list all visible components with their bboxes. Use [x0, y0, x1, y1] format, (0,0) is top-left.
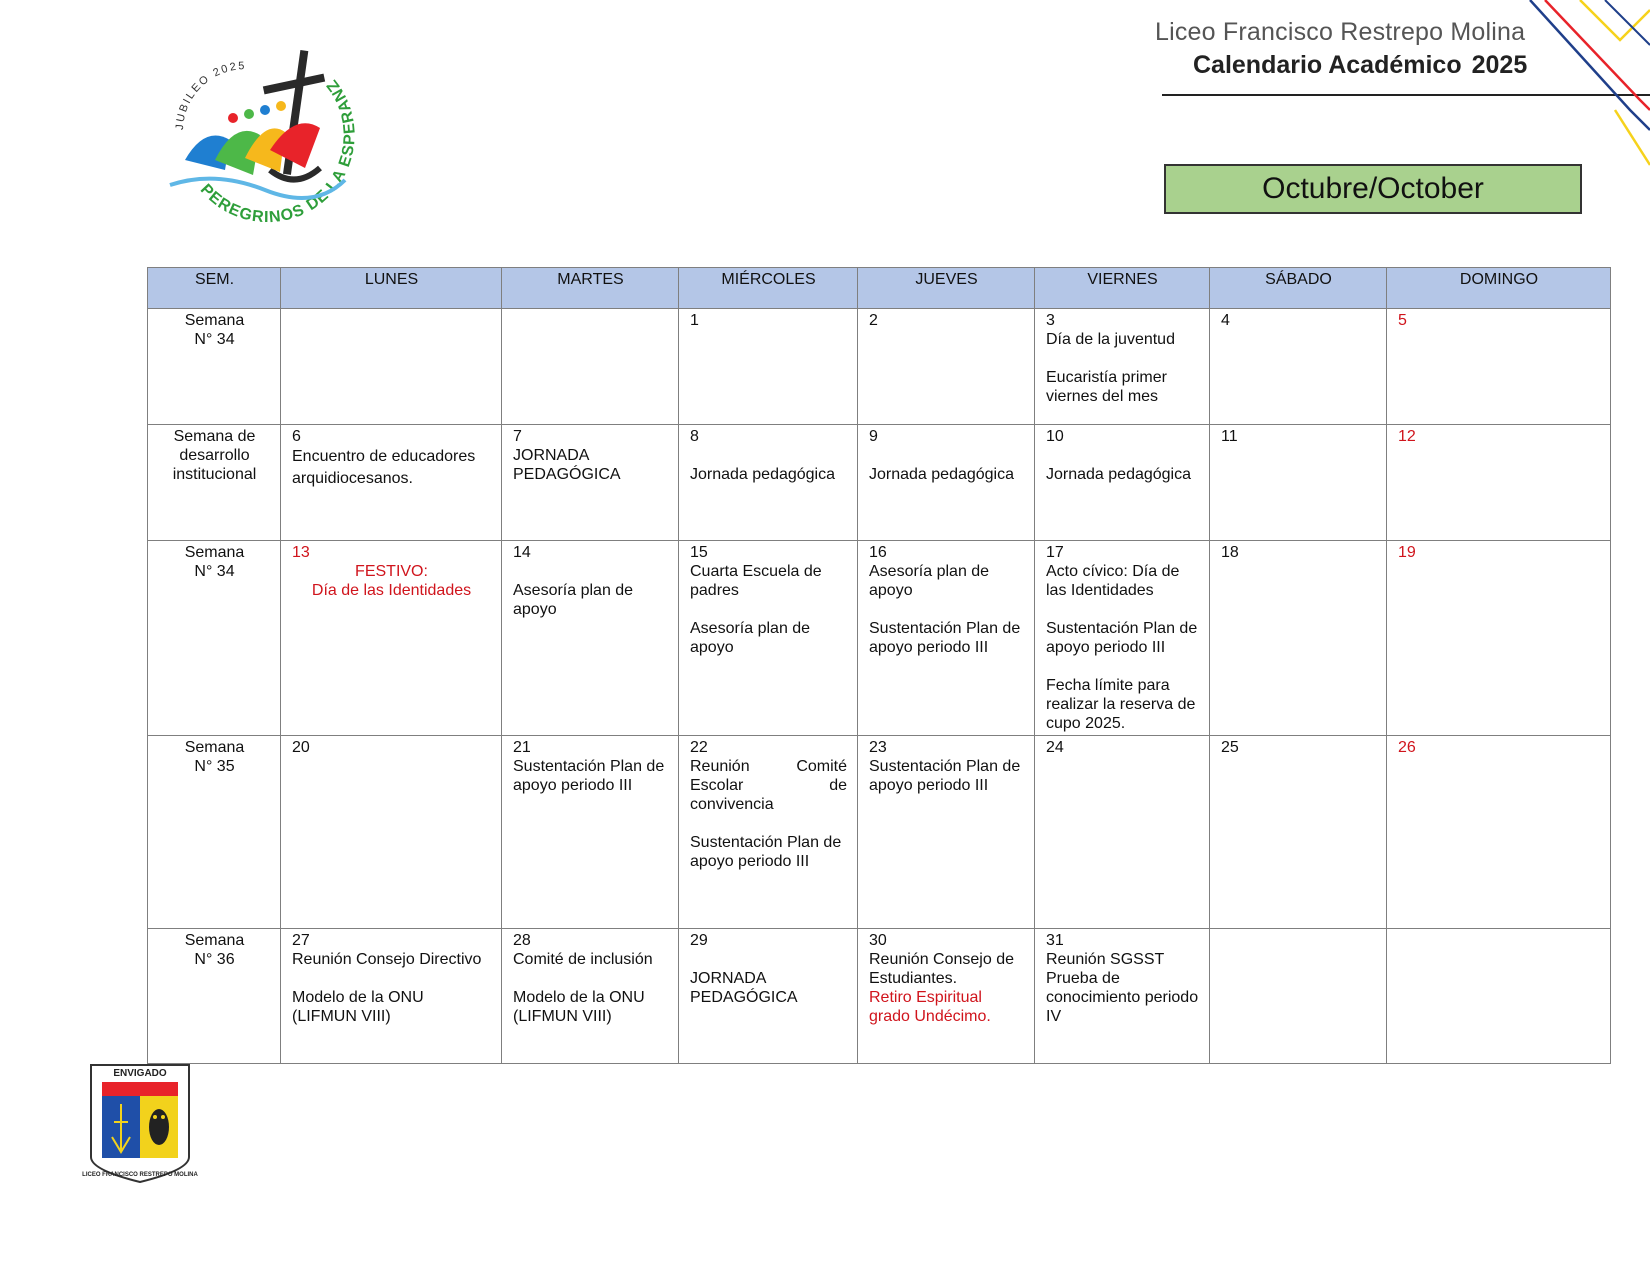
event-text: Jornada pedagógica	[1046, 466, 1192, 483]
week-label-line: Semana de	[173, 428, 256, 445]
day-cell	[1210, 309, 1387, 425]
day-number-holiday: 13	[292, 544, 310, 561]
day-number: 24	[1046, 739, 1064, 756]
column-header-lunes: LUNES	[281, 268, 502, 309]
jubileo-top-text: JUBILEO 2025	[173, 60, 247, 131]
day-number: 11	[1221, 428, 1238, 445]
calendar-year: 2025	[1471, 51, 1528, 79]
day-cell	[679, 541, 858, 736]
day-number: 6	[292, 428, 301, 445]
month-banner: Octubre/October	[1164, 164, 1582, 214]
day-number: 17	[1046, 544, 1064, 561]
day-cell	[502, 425, 679, 541]
event-text: Modelo de la ONU (LIFMUN VIII)	[292, 989, 424, 1025]
event-text: Reunión Comité Escolar de convivencia	[690, 758, 847, 813]
day-number: 16	[869, 544, 887, 561]
day-cell	[502, 929, 679, 1064]
day-number: 31	[1046, 932, 1064, 949]
day-cell	[679, 929, 858, 1064]
jubileo-bottom-text: PEREGRINOS DE LA ESPERANZ	[196, 75, 359, 227]
day-cell	[1387, 929, 1611, 1064]
day-cell	[679, 425, 858, 541]
event-text: JORNADA PEDAGÓGICA	[690, 970, 798, 1006]
week-label-line: N° 36	[194, 951, 235, 968]
day-number: 14	[513, 544, 531, 561]
day-number: 10	[1046, 428, 1064, 445]
table-row	[148, 736, 1611, 929]
column-header-jueves: JUEVES	[858, 268, 1035, 309]
event-text: Modelo de la ONU (LIFMUN VIII)	[513, 989, 645, 1025]
day-cell	[1210, 929, 1387, 1064]
week-label-line: N° 34	[194, 331, 235, 348]
liceo-top-text: ENVIGADO	[113, 1068, 167, 1079]
holiday-name: Día de las Identidades	[311, 582, 472, 599]
event-text: Sustentación Plan de apoyo periodo III	[513, 758, 665, 794]
week-label-line: Semana	[184, 312, 245, 329]
calendar-table	[147, 267, 1611, 1064]
day-cell	[858, 425, 1035, 541]
day-cell	[1210, 736, 1387, 929]
day-number: 21	[513, 739, 531, 756]
week-label-line: N° 34	[194, 563, 235, 580]
column-header-sabado: SÁBADO	[1210, 268, 1387, 309]
week-label	[148, 309, 281, 425]
column-header-domingo: DOMINGO	[1387, 268, 1611, 309]
day-number: 20	[292, 739, 310, 756]
holiday-label: FESTIVO:	[355, 563, 428, 580]
day-cell	[1387, 309, 1611, 425]
event-text: Asesoría plan de apoyo	[513, 582, 634, 618]
day-number: 29	[690, 932, 708, 949]
weekday-header-row	[148, 268, 1611, 309]
event-text: Día de la juventud	[1046, 331, 1175, 348]
day-cell	[1387, 425, 1611, 541]
jubileo-logo	[145, 40, 385, 230]
day-number: 25	[1221, 739, 1239, 756]
day-cell	[1035, 425, 1210, 541]
table-row	[148, 425, 1611, 541]
day-cell	[281, 929, 502, 1064]
day-cell	[502, 541, 679, 736]
event-text: JORNADA PEDAGÓGICA	[513, 447, 621, 483]
day-cell	[858, 541, 1035, 736]
event-text: Jornada pedagógica	[869, 466, 1015, 483]
day-number: 27	[292, 932, 310, 949]
day-cell	[858, 309, 1035, 425]
event-text: Sustentación Plan de apoyo periodo III	[869, 620, 1021, 656]
day-cell	[1210, 541, 1387, 736]
day-cell	[858, 736, 1035, 929]
day-number-sunday: 5	[1398, 312, 1407, 329]
column-header-sem: SEM.	[148, 268, 281, 309]
week-label	[148, 736, 281, 929]
event-text: Reunión Consejo de Estudiantes.	[869, 951, 1014, 987]
day-cell	[1035, 309, 1210, 425]
day-number: 4	[1221, 312, 1230, 329]
week-label-line: N° 35	[194, 758, 235, 775]
day-cell	[281, 309, 502, 425]
day-number: 30	[869, 932, 887, 949]
event-text: Acto cívico: Día de las Identidades	[1046, 563, 1180, 599]
day-number: 3	[1046, 312, 1055, 329]
day-number-sunday: 19	[1398, 544, 1416, 561]
event-text: Comité de inclusión	[513, 951, 653, 968]
day-cell	[679, 736, 858, 929]
day-cell	[1035, 929, 1210, 1064]
day-number: 28	[513, 932, 531, 949]
day-cell	[1387, 736, 1611, 929]
event-text: Fecha límite para realizar la reserva de cupo 2025.	[1046, 677, 1196, 732]
day-number-sunday: 26	[1398, 739, 1416, 756]
event-text: Encuentro de educadores arquidiocesanos.	[292, 448, 476, 487]
day-number: 1	[690, 312, 699, 329]
table-row	[148, 929, 1611, 1064]
liceo-side-text: LICEO FRANCISCO RESTREPO MOLINA	[82, 1172, 198, 1178]
event-text: Sustentación Plan de apoyo periodo III	[690, 834, 842, 870]
day-number: 2	[869, 312, 878, 329]
event-text: Reunión SGSST	[1046, 951, 1165, 968]
event-text: Sustentación Plan de apoyo periodo III	[1046, 620, 1198, 656]
day-cell	[281, 425, 502, 541]
week-label-line: Semana	[184, 932, 245, 949]
week-label-line: Semana	[184, 544, 245, 561]
day-number: 9	[869, 428, 878, 445]
day-cell	[1387, 541, 1611, 736]
day-cell	[281, 736, 502, 929]
day-number-sunday: 12	[1398, 428, 1416, 445]
day-number: 7	[513, 428, 522, 445]
day-number: 22	[690, 739, 708, 756]
day-number: 18	[1221, 544, 1239, 561]
day-cell	[1210, 425, 1387, 541]
day-cell	[502, 309, 679, 425]
event-text: Sustentación Plan de apoyo periodo III	[869, 758, 1021, 794]
event-text: Asesoría plan de apoyo	[690, 620, 811, 656]
day-cell	[502, 736, 679, 929]
day-cell	[858, 929, 1035, 1064]
week-label-line: institucional	[172, 466, 257, 483]
event-text: Asesoría plan de apoyo	[869, 563, 990, 599]
event-text: Reunión Consejo Directivo	[292, 951, 482, 968]
school-name: Liceo Francisco Restrepo Molina	[1155, 18, 1526, 46]
column-header-miercoles: MIÉRCOLES	[679, 268, 858, 309]
day-cell	[1035, 541, 1210, 736]
week-label-line: Semana	[184, 739, 245, 756]
day-number: 23	[869, 739, 887, 756]
event-text: Eucaristía primer viernes del mes	[1046, 369, 1167, 405]
corner-decoration	[1530, 0, 1650, 170]
week-label	[148, 425, 281, 541]
event-text: Prueba de conocimiento periodo IV	[1046, 970, 1199, 1025]
event-text-highlight: Retiro Espiritual grado Undécimo.	[869, 989, 991, 1025]
week-label	[148, 541, 281, 736]
event-text: Jornada pedagógica	[690, 466, 836, 483]
calendar-title-text: Calendario Académico	[1193, 51, 1462, 79]
liceo-shield-logo	[82, 1062, 198, 1184]
day-cell	[679, 309, 858, 425]
column-header-viernes: VIERNES	[1035, 268, 1210, 309]
table-row	[148, 541, 1611, 736]
day-number: 8	[690, 428, 699, 445]
day-number: 15	[690, 544, 708, 561]
event-text: Cuarta Escuela de padres	[690, 563, 822, 599]
week-label	[148, 929, 281, 1064]
table-row	[148, 309, 1611, 425]
day-cell	[1035, 736, 1210, 929]
week-label-line: desarrollo	[179, 447, 250, 464]
day-cell	[281, 541, 502, 736]
column-header-martes: MARTES	[502, 268, 679, 309]
